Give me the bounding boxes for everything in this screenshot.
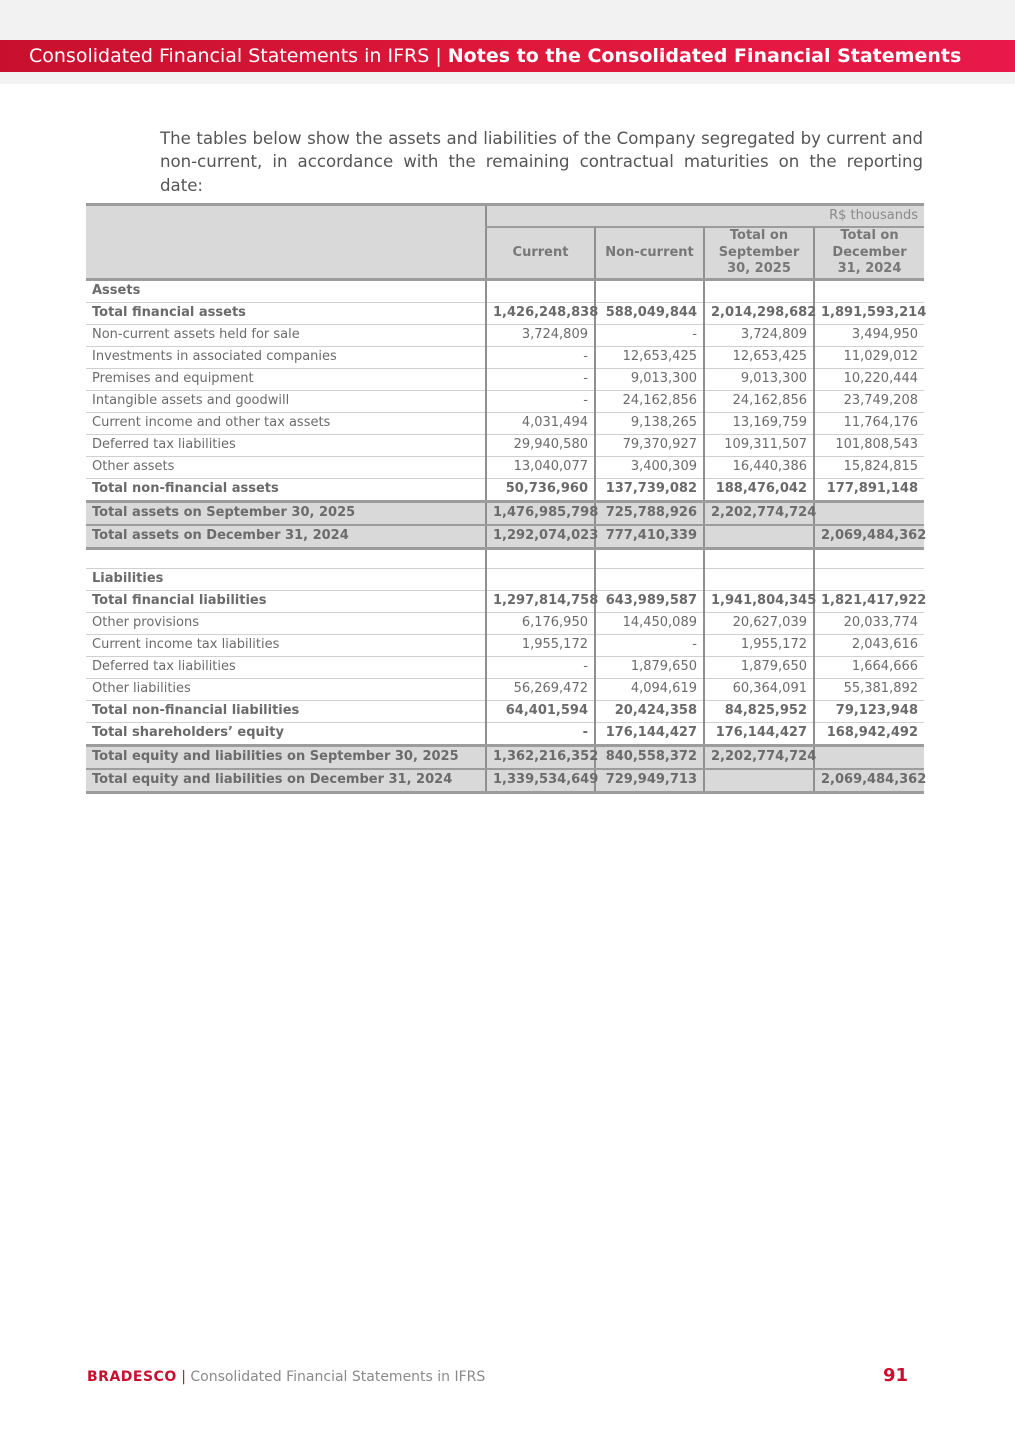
total-row — [86, 501, 924, 525]
row-label: Total equity and liabilities on December 31, 2024 — [86, 769, 486, 793]
value-sep: 16,440,386 — [704, 456, 814, 478]
value-sep: 13,169,759 — [704, 412, 814, 434]
assets-heading-empty-cell — [595, 279, 704, 302]
total-row — [86, 525, 924, 549]
value-dec: 2,069,484,362 — [814, 769, 924, 793]
table-row — [86, 656, 924, 678]
row-label: Other provisions — [86, 612, 486, 634]
value-current: 29,940,580 — [486, 434, 595, 456]
value-noncurrent: 79,370,927 — [595, 434, 704, 456]
column-header-current: Current — [486, 227, 595, 279]
row-label: Other liabilities — [86, 678, 486, 700]
value-sep: 2,202,774,724 — [704, 501, 814, 525]
intro-paragraph: The tables below show the assets and liabilities of the Company segregated by current and non-current, in accordance with the remaining contractual maturities on the reporting date: — [160, 128, 923, 195]
value-noncurrent: 1,879,650 — [595, 656, 704, 678]
value-sep: 9,013,300 — [704, 368, 814, 390]
value-noncurrent: 137,739,082 — [595, 478, 704, 501]
row-label: Premises and equipment — [86, 368, 486, 390]
top-margin-band — [0, 0, 1015, 40]
value-noncurrent: 4,094,619 — [595, 678, 704, 700]
liabilities-heading-empty-cell — [814, 568, 924, 590]
value-noncurrent: 9,138,265 — [595, 412, 704, 434]
table-header-unit-row — [86, 205, 924, 228]
spacer-row — [86, 548, 924, 568]
value-dec: 11,029,012 — [814, 346, 924, 368]
value-noncurrent: 588,049,844 — [595, 302, 704, 324]
value-sep: 20,627,039 — [704, 612, 814, 634]
value-dec: 101,808,543 — [814, 434, 924, 456]
value-dec: 11,764,176 — [814, 412, 924, 434]
value-dec: 1,891,593,214 — [814, 302, 924, 324]
row-label: Total non-financial assets — [86, 478, 486, 501]
table-row — [86, 700, 924, 722]
assets-heading-empty-cell — [814, 279, 924, 302]
value-current: 1,339,534,649 — [486, 769, 595, 793]
value-current: - — [486, 368, 595, 390]
value-sep: 188,476,042 — [704, 478, 814, 501]
value-current: 50,736,960 — [486, 478, 595, 501]
value-sep: 109,311,507 — [704, 434, 814, 456]
value-sep: 2,014,298,682 — [704, 302, 814, 324]
value-noncurrent: 20,424,358 — [595, 700, 704, 722]
value-current: - — [486, 346, 595, 368]
value-current: 64,401,594 — [486, 700, 595, 722]
value-dec: 23,749,208 — [814, 390, 924, 412]
value-sep: 24,162,856 — [704, 390, 814, 412]
row-label: Current income tax liabilities — [86, 634, 486, 656]
row-label: Deferred tax liabilities — [86, 656, 486, 678]
table-row — [86, 368, 924, 390]
assets-heading — [86, 279, 924, 302]
unit-label: R$ thousands — [486, 205, 924, 228]
table-row — [86, 590, 924, 612]
header-blank-cell — [86, 205, 486, 280]
value-noncurrent: 12,653,425 — [595, 346, 704, 368]
row-label: Total shareholders’ equity — [86, 722, 486, 745]
row-label: Other assets — [86, 456, 486, 478]
liabilities-heading-label: Liabilities — [86, 568, 486, 590]
value-noncurrent: 24,162,856 — [595, 390, 704, 412]
row-label: Total financial assets — [86, 302, 486, 324]
total-row — [86, 769, 924, 793]
value-sep: 3,724,809 — [704, 324, 814, 346]
table-row — [86, 390, 924, 412]
table-row — [86, 634, 924, 656]
value-current: 1,426,248,838 — [486, 302, 595, 324]
table-row — [86, 722, 924, 745]
value-dec: 20,033,774 — [814, 612, 924, 634]
value-sep: 1,879,650 — [704, 656, 814, 678]
row-label: Non-current assets held for sale — [86, 324, 486, 346]
table-row — [86, 434, 924, 456]
column-header-noncurrent: Non-current — [595, 227, 704, 279]
maturity-table — [86, 203, 927, 794]
assets-heading-empty-cell — [486, 279, 595, 302]
spacer-cell — [814, 548, 924, 568]
value-dec — [814, 745, 924, 769]
table-row — [86, 412, 924, 434]
value-noncurrent: 729,949,713 — [595, 769, 704, 793]
value-noncurrent: 643,989,587 — [595, 590, 704, 612]
table-row — [86, 302, 924, 324]
value-dec: 79,123,948 — [814, 700, 924, 722]
footer-document-title: Consolidated Financial Statements in IFRS — [190, 1369, 486, 1385]
footer-brand: BRADESCO — [87, 1369, 177, 1385]
value-current: 1,476,985,798 — [486, 501, 595, 525]
value-sep: 1,955,172 — [704, 634, 814, 656]
banner-subsection-title: Notes to the Consolidated Financial Statements — [447, 45, 962, 67]
row-label: Total assets on December 31, 2024 — [86, 525, 486, 549]
liabilities-heading-empty-cell — [704, 568, 814, 590]
value-sep: 60,364,091 — [704, 678, 814, 700]
liabilities-heading — [86, 568, 924, 590]
value-dec: 1,821,417,922 — [814, 590, 924, 612]
value-current: 1,955,172 — [486, 634, 595, 656]
table-row — [86, 346, 924, 368]
value-dec: 168,942,492 — [814, 722, 924, 745]
value-dec: 3,494,950 — [814, 324, 924, 346]
page-number: 91 — [882, 1365, 908, 1386]
value-current: 1,292,074,023 — [486, 525, 595, 549]
value-current: 6,176,950 — [486, 612, 595, 634]
column-header-total-sep-2025: Total on September 30, 2025 — [704, 227, 814, 279]
value-dec: 177,891,148 — [814, 478, 924, 501]
value-noncurrent: - — [595, 634, 704, 656]
spacer-cell — [704, 548, 814, 568]
table-row — [86, 612, 924, 634]
value-noncurrent: 840,558,372 — [595, 745, 704, 769]
value-current: 4,031,494 — [486, 412, 595, 434]
value-noncurrent: 176,144,427 — [595, 722, 704, 745]
value-sep: 12,653,425 — [704, 346, 814, 368]
table-row — [86, 456, 924, 478]
value-current: - — [486, 722, 595, 745]
table-row — [86, 324, 924, 346]
total-row — [86, 745, 924, 769]
value-dec: 10,220,444 — [814, 368, 924, 390]
spacer-cell — [86, 548, 486, 568]
table-row — [86, 678, 924, 700]
banner-shadow-band — [0, 72, 1015, 84]
value-dec: 15,824,815 — [814, 456, 924, 478]
value-current: 3,724,809 — [486, 324, 595, 346]
value-sep: 2,202,774,724 — [704, 745, 814, 769]
value-dec: 2,043,616 — [814, 634, 924, 656]
value-sep — [704, 769, 814, 793]
assets-heading-label: Assets — [86, 279, 486, 302]
value-sep: 1,941,804,345 — [704, 590, 814, 612]
value-noncurrent: - — [595, 324, 704, 346]
banner-section-title: Consolidated Financial Statements in IFRS — [29, 45, 430, 67]
value-noncurrent: 777,410,339 — [595, 525, 704, 549]
value-current: 1,297,814,758 — [486, 590, 595, 612]
section-banner — [0, 40, 1015, 72]
value-noncurrent: 9,013,300 — [595, 368, 704, 390]
value-current: 1,362,216,352 — [486, 745, 595, 769]
column-header-total-dec-2024: Total on December 31, 2024 — [814, 227, 924, 279]
footer-separator: | — [181, 1369, 186, 1385]
value-current: - — [486, 390, 595, 412]
table-body — [86, 279, 927, 792]
row-label: Total equity and liabilities on September 30, 2025 — [86, 745, 486, 769]
footer-caption — [87, 1369, 485, 1385]
value-sep: 176,144,427 — [704, 722, 814, 745]
value-dec: 55,381,892 — [814, 678, 924, 700]
value-noncurrent: 14,450,089 — [595, 612, 704, 634]
assets-heading-empty-cell — [704, 279, 814, 302]
value-noncurrent: 3,400,309 — [595, 456, 704, 478]
row-label: Total non-financial liabilities — [86, 700, 486, 722]
value-sep — [704, 525, 814, 549]
row-label: Intangible assets and goodwill — [86, 390, 486, 412]
row-label: Investments in associated companies — [86, 346, 486, 368]
banner-separator: | — [435, 45, 442, 67]
spacer-cell — [595, 548, 704, 568]
value-sep: 84,825,952 — [704, 700, 814, 722]
row-label: Total assets on September 30, 2025 — [86, 501, 486, 525]
row-label: Current income and other tax assets — [86, 412, 486, 434]
value-noncurrent: 725,788,926 — [595, 501, 704, 525]
spacer-cell — [486, 548, 595, 568]
row-label: Deferred tax liabilities — [86, 434, 486, 456]
liabilities-heading-empty-cell — [595, 568, 704, 590]
value-current: - — [486, 656, 595, 678]
table-row — [86, 478, 924, 501]
value-current: 56,269,472 — [486, 678, 595, 700]
liabilities-heading-empty-cell — [486, 568, 595, 590]
value-current: 13,040,077 — [486, 456, 595, 478]
row-label: Total financial liabilities — [86, 590, 486, 612]
value-dec: 2,069,484,362 — [814, 525, 924, 549]
value-dec — [814, 501, 924, 525]
value-dec: 1,664,666 — [814, 656, 924, 678]
